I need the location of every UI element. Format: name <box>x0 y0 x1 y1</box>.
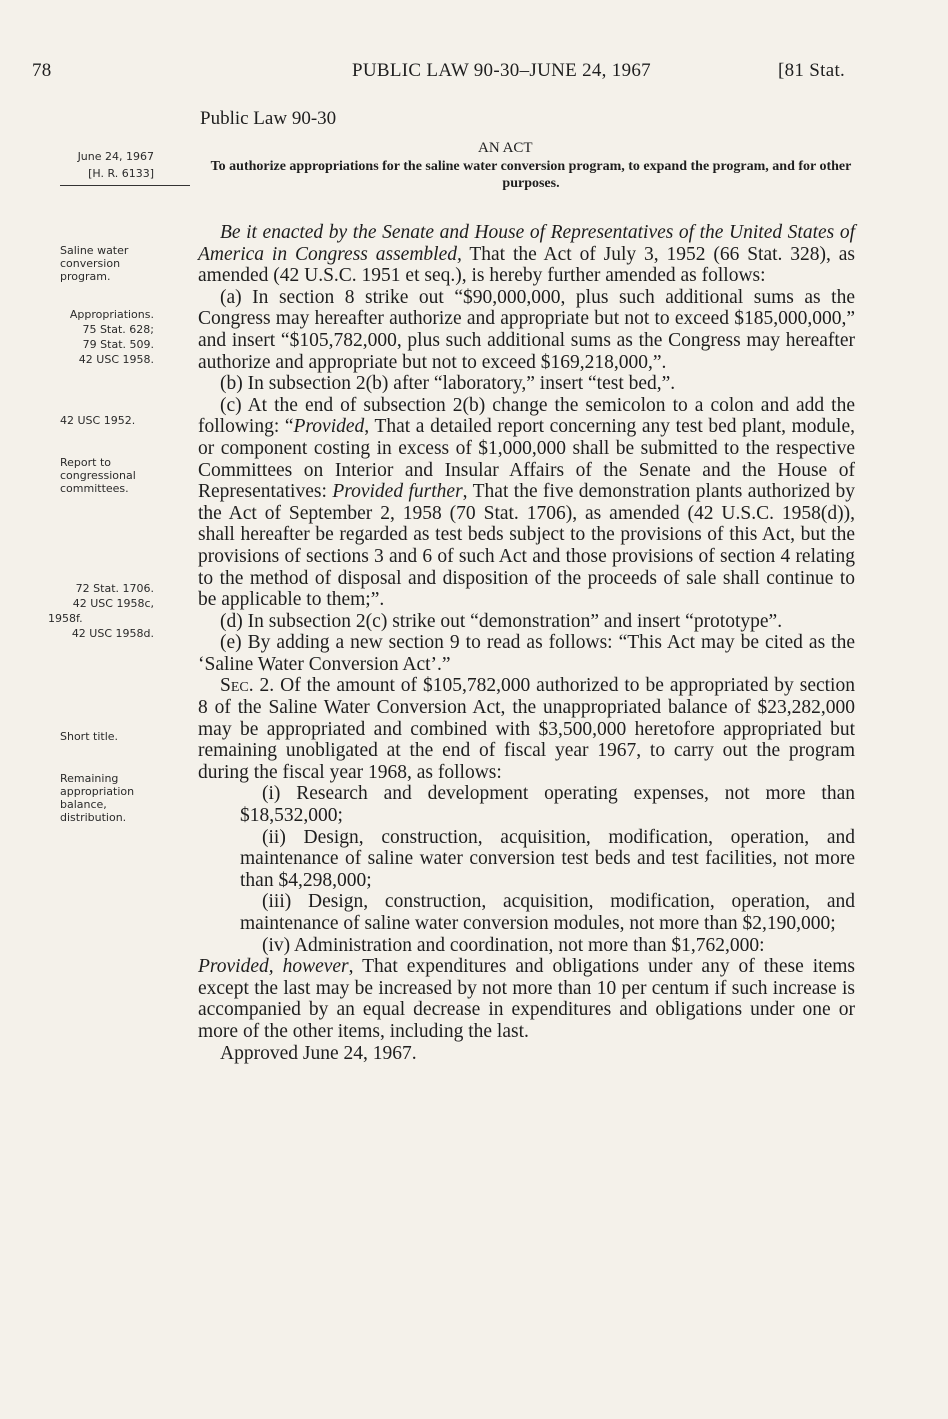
margin-appropriations-usc: 42 USC 1958. <box>78 353 154 366</box>
proviso: Provided, however, That expenditures and obligations under any of these items except the last may be increased by not more than 10 per centum if such increase is accompanied by an equal decrease in expenditures and obligations under one or more of the other items, including the last. <box>198 956 855 1042</box>
enacting-clause: Be it enacted by the Senate and House of Representatives of the United States of America in Congress assembled, That the Act of July 3, 1952 (66 Stat. 328), as amended (42 U.S.C. 1951 et seq.), is hereby further amended as follows: <box>198 222 855 287</box>
margin-usc-1958d: 42 USC 1958d. <box>71 627 154 640</box>
subsection-a: (a) In section 8 strike out “$90,000,000, plus such additional sums as the Congress may hereafter authorize and appropriate but not to exceed $185,000,000,” and insert “$105,782,000, plus such additional sums as the Congress may hereafter authorize and appropriate but not to exceed $169,218,000,”. <box>198 286 855 373</box>
margin-report-committees: Report to congressional committees. <box>60 456 136 495</box>
margin-appropriations: Appropriations. <box>69 308 154 321</box>
statute-volume: [81 Stat. <box>778 60 846 81</box>
margin-bill-number: [H. R. 6133] <box>88 167 154 180</box>
act-body <box>198 222 855 1064</box>
margin-short-title: Short title. <box>60 730 119 743</box>
margin-appropriations-stat-1: 75 Stat. 628; <box>82 323 154 336</box>
item-ii: (ii) Design, construction, acquisition, modification, operation, and maintenance of saline water conversion test beds and test facilities, not more than $4,298,000; <box>240 826 855 891</box>
margin-usc-1958c: 42 USC 1958c, <box>72 597 154 610</box>
margin-appropriations-stat-2: 79 Stat. 509. <box>82 338 154 351</box>
public-law-title: Public Law 90-30 <box>200 108 337 129</box>
section-2: Sec. 2. Of the amount of $105,782,000 authorized to be appropriated by section 8 of the Saline Water Conversion Act, the unappropriated balance of $23,282,000 may be appropriated and combined with $3,500,000 heretofore appropriated but remaining unobligated at the end of fiscal year 1967, to carry out the program during the fiscal year 1968, as follows: <box>198 675 855 783</box>
margin-date: June 24, 1967 <box>77 150 154 163</box>
subsection-c: (c) At the end of subsection 2(b) change the semicolon to a colon and add the following: “Provided, That a detailed report concerning any test bed plant, module, or component costing in excess of $1,000,000 shall be submitted to the respective Committees on Interior and Insular Affairs of the Senate and the House of Representatives: Provided further, That the five demonstration plants authorized by the Act of September 2, 1958 (70 Stat. 1706), as amended (42 U.S.C. 1958(d)), shall hereafter be regarded as test beds subject to the provisions of this Act, but the provisions of sections 3 and 6 of such Act and those provisions of section 4 relating to the method of disposal and disposition of the proceeds of sale shall continue to be applicable to them;”. <box>198 394 856 611</box>
an-act-heading: AN ACT <box>478 140 533 156</box>
act-purpose: To authorize appropriations for the saline water conversion program, to expand the program, and for other purposes. <box>210 159 852 191</box>
item-iii: (iii) Design, construction, acquisition, modification, operation, and maintenance of saline water conversion modules, not more than $2,190,000; <box>240 891 855 934</box>
item-iv: (iv) Administration and coordination, not more than $1,762,000: <box>262 934 765 956</box>
subsection-b: (b) In subsection 2(b) after “laboratory,” insert “test bed,”. <box>220 373 676 395</box>
subsection-e: (e) By adding a new section 9 to read as follows: “This Act may be cited as the ‘Saline Water Conversion Act’.” <box>198 632 855 675</box>
margin-rule <box>60 185 190 186</box>
margin-usc-1958f: 1958f. <box>48 612 83 625</box>
margin-stat-1706: 72 Stat. 1706. <box>75 582 154 595</box>
running-header-title: PUBLIC LAW 90-30–JUNE 24, 1967 <box>352 60 651 81</box>
subsection-d: (d) In subsection 2(c) strike out “demonstration” and insert “prototype”. <box>220 610 783 632</box>
approval-date: Approved June 24, 1967. <box>220 1042 417 1064</box>
margin-saline-program: Saline water conversion program. <box>60 244 129 283</box>
margin-remaining-balance: Remaining appropriation balance, distribution. <box>60 772 135 824</box>
item-list <box>240 783 855 956</box>
margin-usc-1952: 42 USC 1952. <box>60 414 136 427</box>
item-i: (i) Research and development operating expenses, not more than $18,532,000; <box>240 783 855 827</box>
page-number: 78 <box>32 60 52 81</box>
